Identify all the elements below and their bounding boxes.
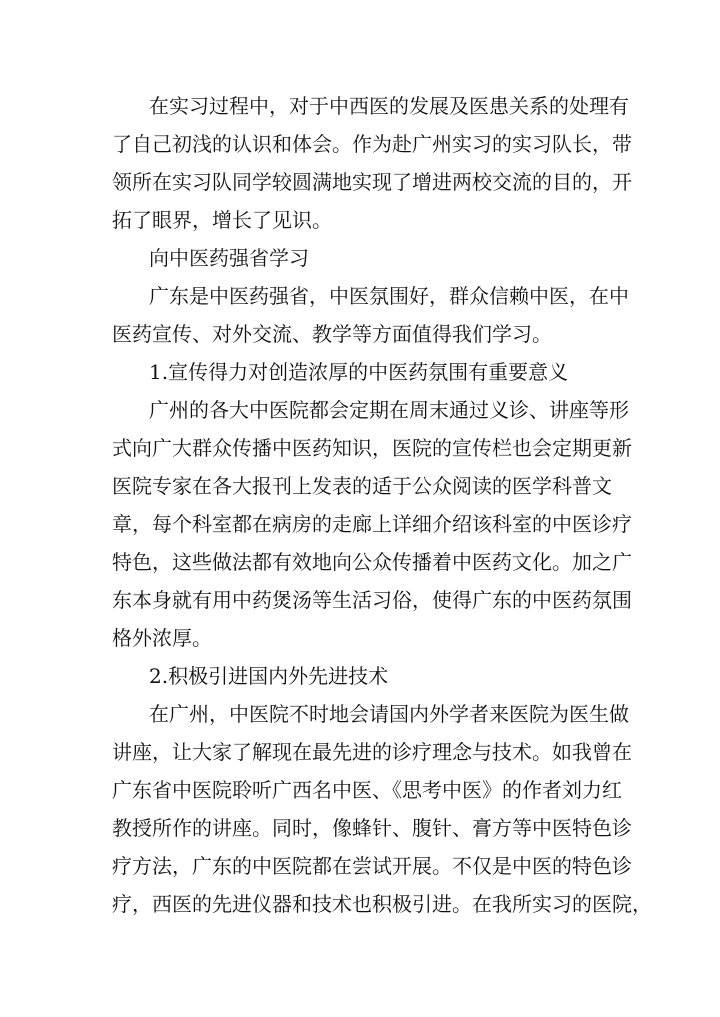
text-line: 医院专家在各大报刊上发表的适于公众阅读的医学科普文 [112,474,612,498]
text-line: 广州的各大中医院都会定期在周末通过义诊、讲座等形 [149,398,629,422]
text-line: 教授所作的讲座。同时，像蜂针、腹针、膏方等中医特色诊 [112,816,632,840]
subheading: 2.积极引进国内外先进技术 [149,664,389,688]
subheading: 1.宣传得力对创造浓厚的中医药氛围有重要意义 [149,360,569,384]
text-line: 广东省中医院聆听广西名中医、《思考中医》的作者刘力红 [112,778,622,802]
text-line: 在实习过程中，对于中西医的发展及医患关系的处理有 [149,94,629,118]
text-line: 格外浓厚。 [112,626,212,650]
text-line: 讲座，让大家了解现在最先进的诊疗理念与技术。如我曾在 [112,740,632,764]
text-line: 式向广大群众传播中医药知识，医院的宣传栏也会定期更新 [112,436,632,460]
text-line: 章，每个科室都在病房的走廊上详细介绍该科室的中医诊疗 [112,512,632,536]
text-line: 领所在实习队同学较圆满地实现了增进两校交流的目的，开 [112,170,632,194]
section-heading: 向中医药强省学习 [149,246,309,270]
text-line: 拓了眼界，增长了见识。 [112,208,332,232]
text-line: 了自己初浅的认识和体会。作为赴广州实习的实习队长，带 [112,132,632,156]
text-line: 东本身就有用中药煲汤等生活习俗，使得广东的中医药氛围 [112,588,632,612]
text-line: 广东是中医药强省，中医氛围好，群众信赖中医，在中 [149,284,629,308]
text-line: 在广州，中医院不时地会请国内外学者来医院为医生做 [149,702,629,726]
text-line: 疗，西医的先进仪器和技术也积极引进。在我所实习的医院， [112,892,652,916]
text-line: 疗方法，广东的中医院都在尝试开展。不仅是中医的特色诊 [112,854,632,878]
text-line: 特色，这些做法都有效地向公众传播着中医药文化。加之广 [112,550,632,574]
text-line: 医药宣传、对外交流、教学等方面值得我们学习。 [112,322,552,346]
